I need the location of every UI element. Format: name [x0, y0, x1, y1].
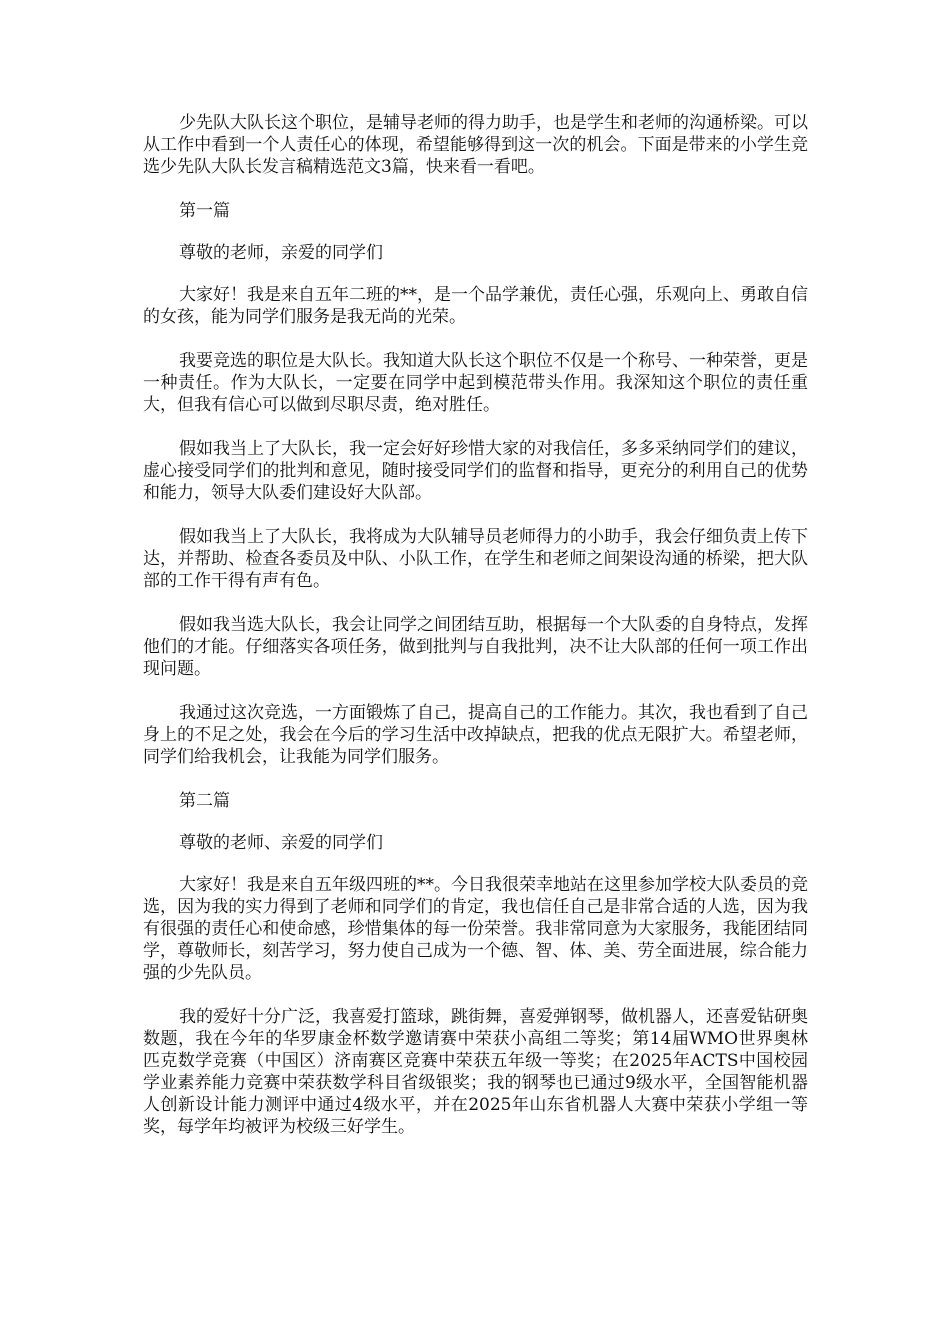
speech-2-paragraph: 大家好！我是来自五年级四班的**。今日我很荣幸地站在这里参加学校大队委员的竞选，因为我的实力得到了老师和同学们的肯定，我也信任自己是非常合适的人选，因为我有很强的责任心和使命感，珍惜集体的每一份荣誉。我非常同意为大家服务，我能团结同学，尊敬师长，刻苦学习，努力使自己成为一个德、智、体、美、劳全面进展，综合能力强的少先队员。	[143, 875, 808, 983]
speech-1-paragraph: 假如我当选大队长，我会让同学之间团结互助，根据每一个大队委的自身特点，发挥他们的才能。仔细落实各项任务，做到批判与自我批判，决不让大队部的任何一项工作出现问题。	[143, 615, 808, 679]
speech-1-paragraph: 假如我当上了大队长，我一定会好好珍惜大家的对我信任，多多采纳同学们的建议，虚心接受同学们的批判和意见，随时接受同学们的监督和指导，更充分的利用自己的优势和能力，领导大队委们建设好大队部。	[143, 439, 808, 503]
intro-paragraph: 少先队大队长这个职位，是辅导老师的得力助手，也是学生和老师的沟通桥梁。可以从工作中看到一个人责任心的体现，希望能够得到这一次的机会。下面是带来的小学生竞选少先队大队长发言稿精选范文3篇，快来看一看吧。	[143, 113, 808, 177]
section-heading-2: 第二篇	[179, 791, 230, 811]
document-body	[143, 112, 808, 1160]
salutation-1: 尊敬的老师，亲爱的同学们	[179, 243, 383, 263]
speech-2-paragraph: 我的爱好十分广泛，我喜爱打篮球，跳街舞，喜爱弹钢琴，做机器人，还喜爱钻研奥数题，我在今年的华罗康金杯数学邀请赛中荣获小高组二等奖；第14届WMO世界奥林匹克数学竞赛（中国区）济南赛区竞赛中荣获五年级一等奖；在2025年ACTS中国校园学业素养能力竞赛中荣获数学科目省级银奖；我的钢琴也已通过9级水平，全国智能机器人创新设计能力测评中通过4级水平，并在2025年山东省机器人大赛中荣获小学组一等奖，每学年均被评为校级三好学生。	[143, 1007, 808, 1137]
section-heading-1: 第一篇	[179, 201, 230, 221]
speech-1-paragraph: 假如我当上了大队长，我将成为大队辅导员老师得力的小助手，我会仔细负责上传下达，并帮助、检查各委员及中队、小队工作，在学生和老师之间架设沟通的桥梁，把大队部的工作干得有声有色。	[143, 527, 808, 591]
speech-1-paragraph: 我要竞选的职位是大队长。我知道大队长这个职位不仅是一个称号、一种荣誉，更是一种责任。作为大队长，一定要在同学中起到模范带头作用。我深知这个职位的责任重大，但我有信心可以做到尽职尽责，绝对胜任。	[143, 351, 808, 415]
salutation-2: 尊敬的老师、亲爱的同学们	[179, 833, 383, 853]
speech-1-paragraph: 大家好！我是来自五年二班的**，是一个品学兼优，责任心强，乐观向上、勇敢自信的女孩，能为同学们服务是我无尚的光荣。	[143, 285, 808, 327]
speech-1-paragraph: 我通过这次竞选，一方面锻炼了自己，提高自己的工作能力。其次，我也看到了自己身上的不足之处，我会在今后的学习生活中改掉缺点，把我的优点无限扩大。希望老师，同学们给我机会，让我能为同学们服务。	[143, 703, 808, 767]
